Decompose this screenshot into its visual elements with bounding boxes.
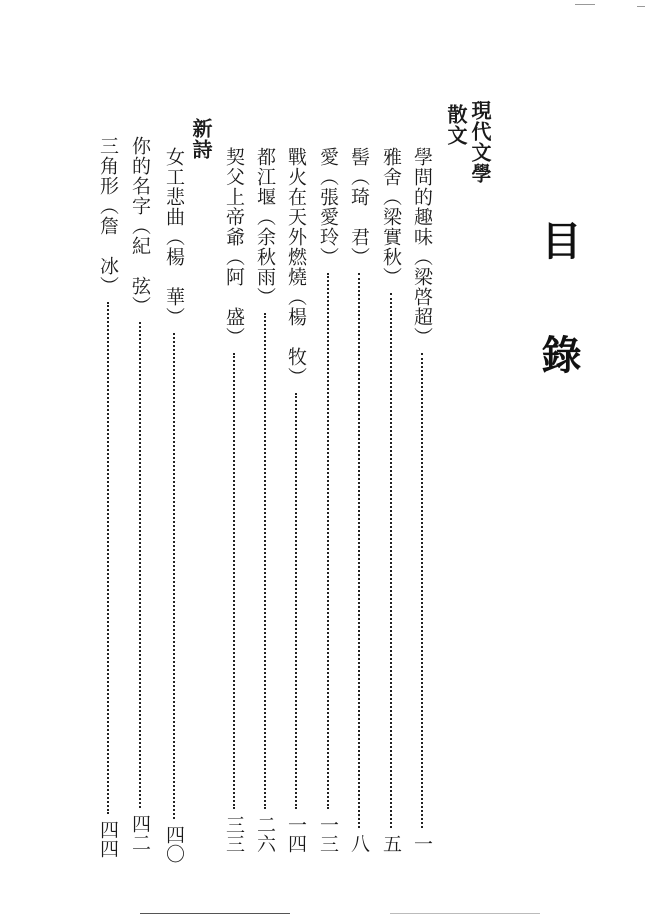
entry-page-number: 四〇 <box>163 825 185 863</box>
toc-entry[interactable] <box>347 147 371 853</box>
entry-page-number: 八 <box>348 834 370 853</box>
dot-leader <box>264 313 266 809</box>
entry-page-number: 一四 <box>285 815 307 853</box>
toc-entry[interactable] <box>128 136 152 852</box>
dot-leader <box>358 273 360 828</box>
toc-entry[interactable] <box>222 147 246 853</box>
dot-leader <box>327 273 329 809</box>
entry-title: 戰火在天外燃燒（楊 牧） <box>285 147 307 387</box>
dot-leader <box>173 333 175 819</box>
scan-mark <box>637 6 645 7</box>
entry-title: 你的名字（紀 弦） <box>129 136 151 316</box>
page-edge-line <box>390 913 540 914</box>
entry-page-number: 四四 <box>97 820 119 858</box>
entry-page-number: 三三 <box>223 815 245 853</box>
toc-entry[interactable] <box>379 147 403 853</box>
entry-title: 三角形（詹 冰） <box>97 136 119 296</box>
dot-leader <box>233 353 235 809</box>
entry-title: 契父上帝爺（阿 盛） <box>223 147 245 347</box>
entry-title: 學問的趣味（梁啓超） <box>411 147 433 347</box>
toc-entry[interactable] <box>316 147 340 853</box>
section-label-prose: 散文 <box>444 104 468 146</box>
dot-leader <box>295 393 297 809</box>
dot-leader <box>421 353 423 828</box>
entry-page-number: 二六 <box>254 815 276 853</box>
toc-entry[interactable] <box>410 147 434 853</box>
entry-title: 髻（琦 君） <box>348 147 370 267</box>
toc-entry[interactable] <box>162 147 186 863</box>
page-edge-line <box>140 913 290 914</box>
scan-mark <box>575 4 595 5</box>
entry-page-number: 一三 <box>317 815 339 853</box>
dot-leader <box>107 302 109 814</box>
toc-entry[interactable] <box>284 147 308 853</box>
entry-title: 愛（張愛玲） <box>317 147 339 267</box>
section-label-poetry: 新詩 <box>189 118 213 160</box>
entry-title: 女工悲曲（楊 華） <box>163 147 185 327</box>
dot-leader <box>139 322 141 808</box>
entry-page-number: 一 <box>411 834 433 853</box>
entry-page-number: 五 <box>380 834 402 853</box>
toc-entry[interactable] <box>253 147 277 853</box>
page-title: 目 錄 <box>535 220 582 404</box>
entry-title: 都江堰（余秋雨） <box>254 147 276 307</box>
toc-entry[interactable] <box>96 136 120 858</box>
entry-title: 雅舍（梁實秋） <box>380 147 402 287</box>
category-heading: 現代文學 <box>468 100 492 184</box>
entry-page-number: 四二 <box>129 814 151 852</box>
dot-leader <box>390 293 392 828</box>
